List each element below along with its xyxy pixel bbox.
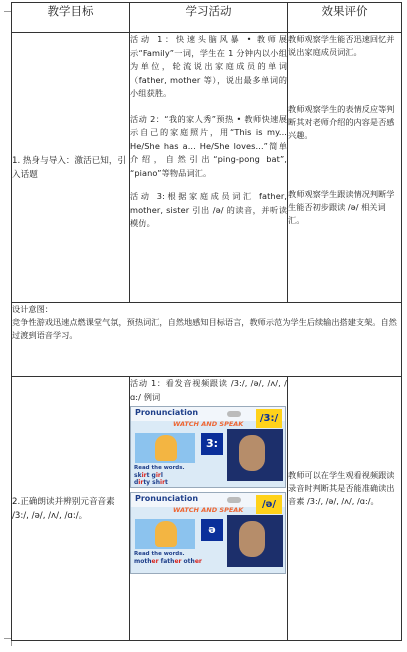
read-words-caption: Read the words.: [134, 551, 185, 557]
phoneme-tile: 3:: [201, 433, 223, 455]
design-text: 竞争性游戏迅速点燃课堂气氛，预热词汇，自然地感知目标语言，教师示范为学生后续输出搭建支架。自然过渡到语音学习。: [12, 317, 397, 340]
phoneme-symbol: /ə/: [256, 495, 282, 514]
header-activity: 学习活动: [130, 3, 288, 33]
cartoon-character: [155, 521, 177, 547]
example-words: skirt girl dirty shirt: [134, 472, 168, 486]
design-row: [12, 303, 402, 377]
evaluation-2: 教师观察学生的表情反应等判断其对老师介绍的内容是否感兴趣。: [288, 104, 395, 140]
activity-1: 活动 1：快速头脑风暴 • 教师展示“Family”一词，学生在 1 分钟内以小组为单位，轮流说出家庭成员的单词（father, mother 等），说出最多单词的小组获胜。: [130, 34, 287, 98]
phoneme-symbol: /3:/: [256, 409, 282, 428]
toggle-icon: [227, 497, 241, 503]
activity-2: 活动 2：“我的家人秀”预热 • 教师快速展示自己的家庭照片，用“This is my... He/She has a... He/She loves...”简单介绍，自然引出“ping-pong bat”, “piano”等物品词汇。: [130, 113, 287, 178]
section2-row: [12, 377, 402, 641]
watch-speak-banner: WATCH AND SPEAK: [173, 420, 244, 428]
pronunciation-label: Pronunciation: [135, 408, 199, 417]
section1-row: [12, 33, 402, 303]
pronunciation-screenshot-er: [130, 406, 286, 488]
evaluation-text: 教师可以在学生观看视频跟读录音时判断其是否能准确读出音素 /3:/, /ə/, /ʌ/, /ɑ:/。: [288, 469, 395, 506]
section2-goal: 2.正确朗读并辨别元音音素 /3:/, /ə/, /ʌ/, /ɑ:/。: [12, 377, 130, 641]
section2-evaluation: [288, 377, 402, 641]
design-title: 设计意图：: [12, 304, 53, 314]
pronunciation-screenshot-schwa: [130, 492, 286, 574]
section1-activities: [130, 33, 288, 303]
watch-speak-banner: WATCH AND SPEAK: [173, 506, 244, 514]
evaluation-3: 教师观察学生跟读情况判断学生能否初步跟读 /ə/ 相关词汇。: [288, 189, 395, 225]
section2-activity-title: 活动 1：看发音视频跟读 /3:/, /ə/, /ʌ/, /ɑ:/ 例词: [130, 378, 287, 402]
section1-goal: 1. 热身与导入：激活已知，引入话题: [12, 33, 130, 303]
toggle-icon: [227, 411, 241, 417]
lesson-plan-table: [11, 2, 402, 641]
example-words: mother father other: [134, 558, 202, 565]
phoneme-tile: ə: [201, 519, 223, 541]
evaluation-1: 教师观察学生能否迅速回忆并说出家庭成员词汇。: [288, 34, 395, 57]
section2-activities: [130, 377, 288, 641]
cartoon-character: [155, 435, 177, 461]
header-row: [12, 3, 402, 33]
mouth-video-thumbnail: [227, 429, 283, 481]
design-intent: [12, 303, 402, 377]
activity-3: 活动 3:根据家庭成员词汇 father, mother, sister 引出 /ə/ 的读音，并听读模仿。: [130, 191, 287, 228]
section1-evaluations: [288, 33, 402, 303]
pronunciation-label: Pronunciation: [135, 494, 199, 503]
header-evaluation: 效果评价: [288, 3, 402, 33]
mouth-video-thumbnail: [227, 515, 283, 567]
read-words-caption: Read the words.: [134, 465, 185, 471]
header-goal: 教学目标: [12, 3, 130, 33]
